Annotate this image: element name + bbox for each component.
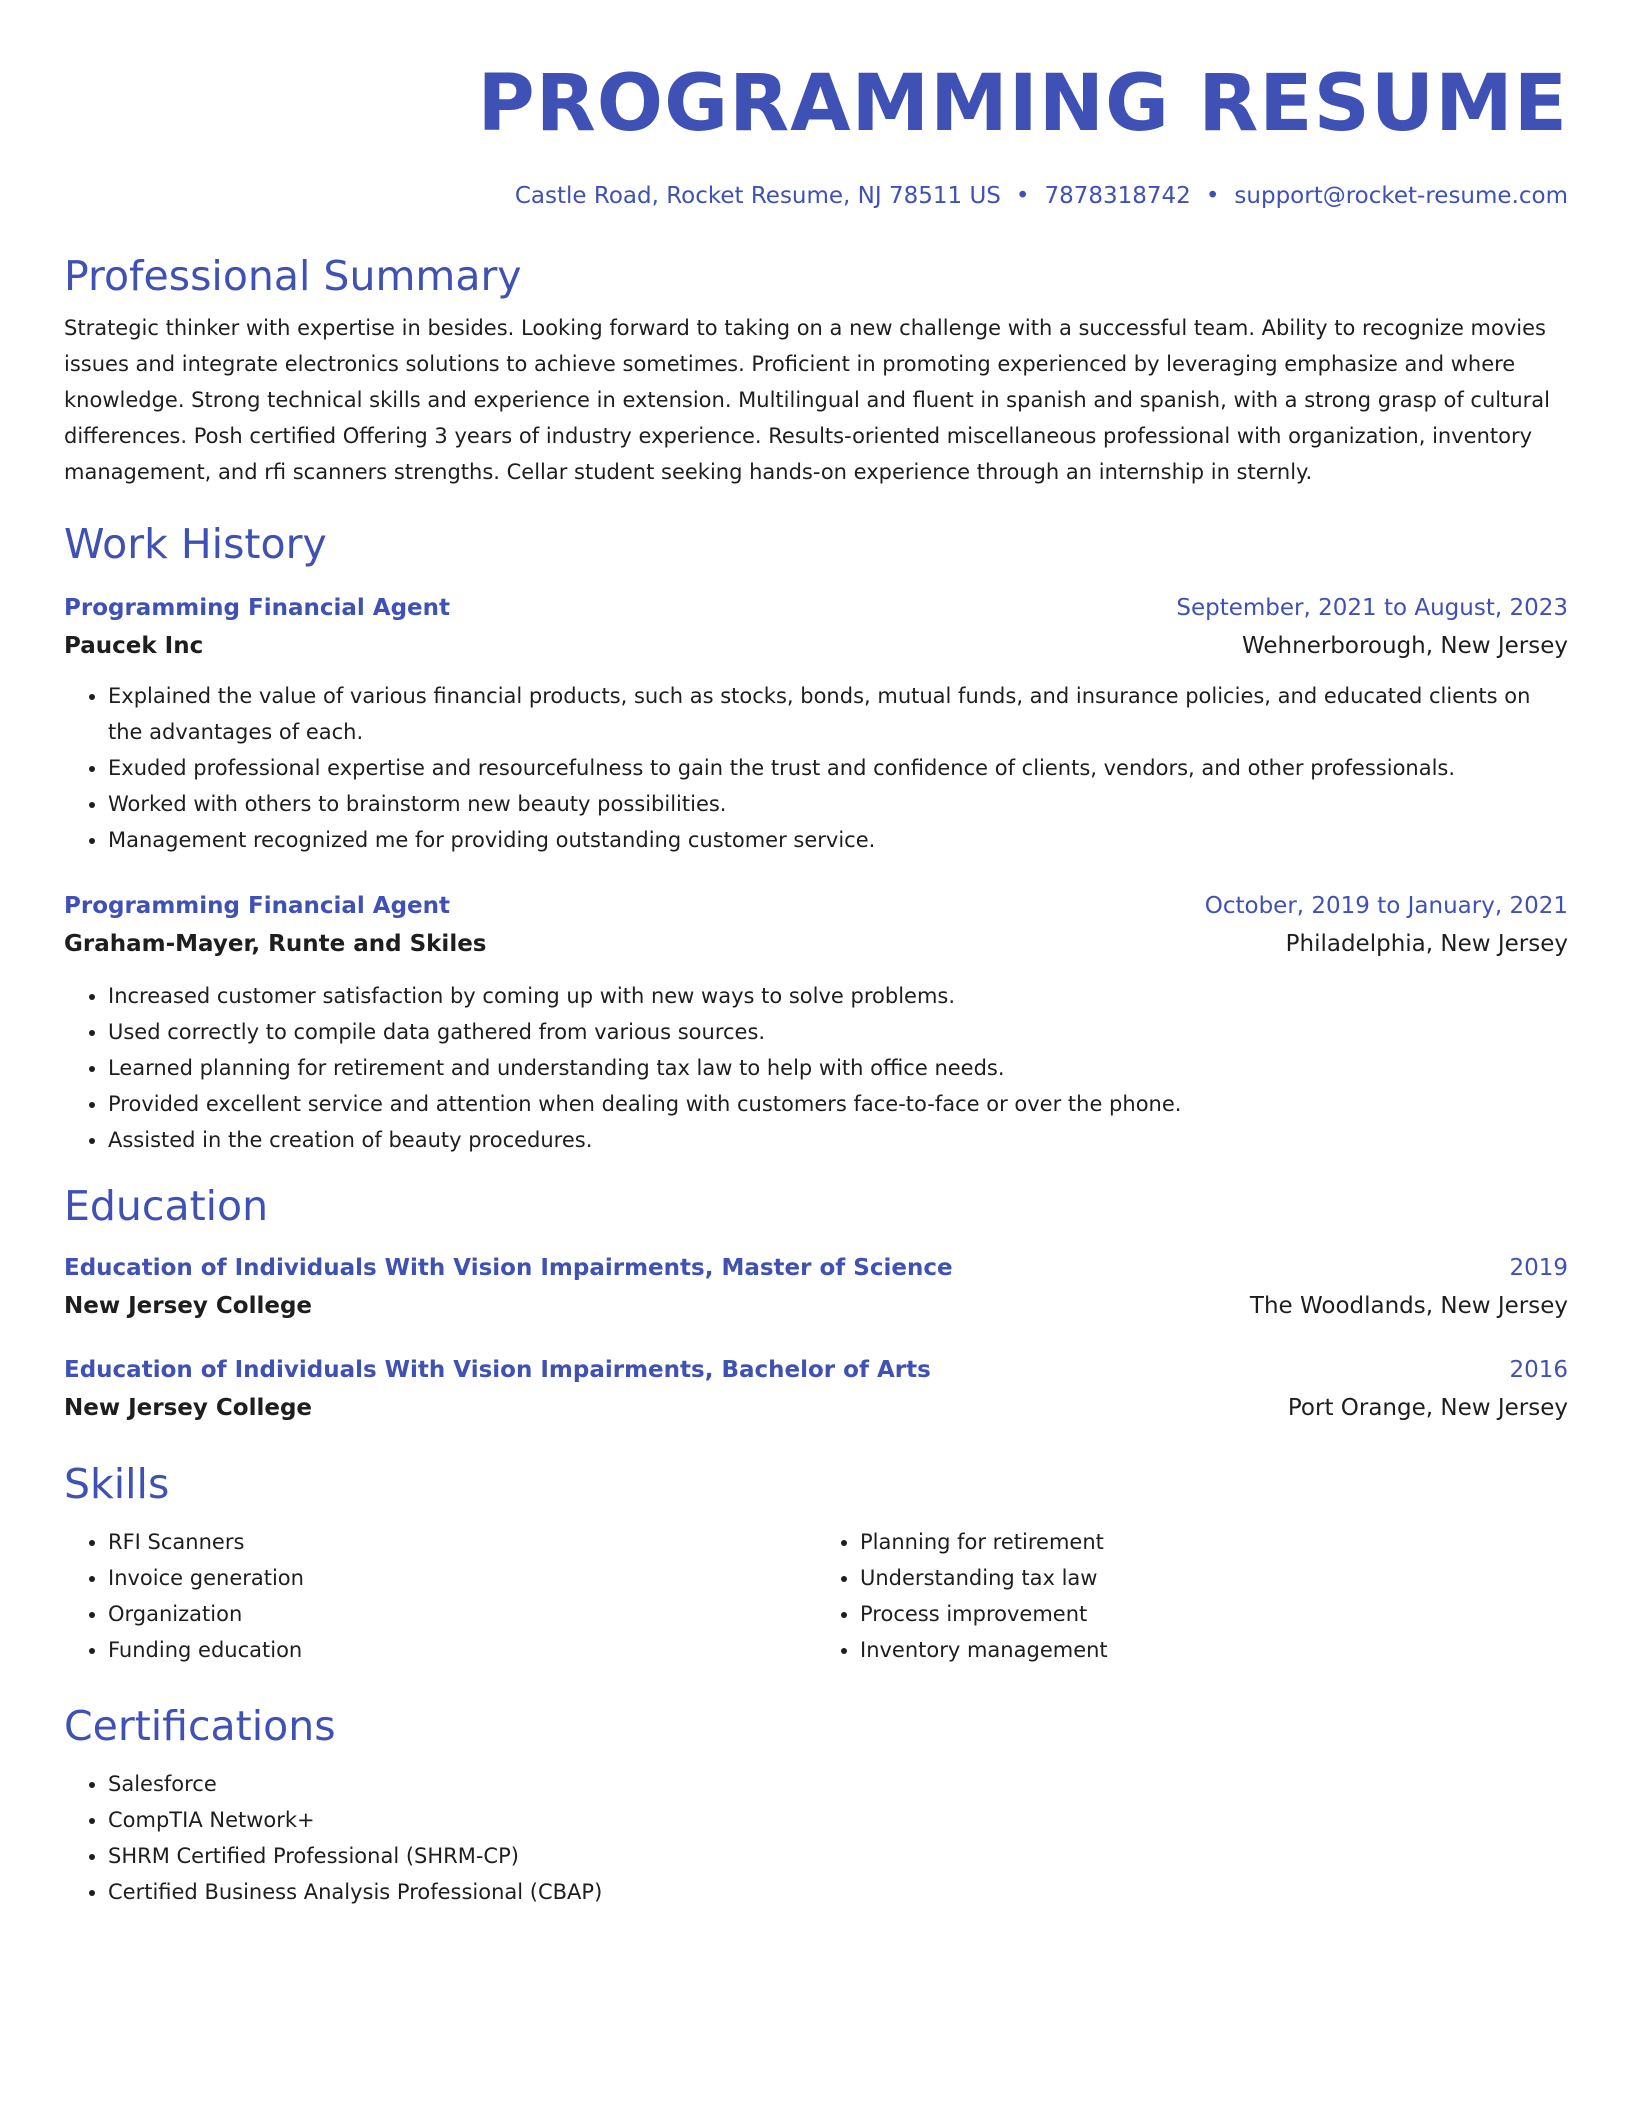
education-degree: Education of Individuals With Vision Impairments, Bachelor of Arts <box>64 1357 931 1383</box>
job-entry <box>64 590 1568 858</box>
skill-item: • Funding education <box>108 1632 816 1668</box>
certification-item: • Salesforce <box>108 1766 1568 1802</box>
section-title-summary: Professional Summary <box>64 252 522 300</box>
address: Castle Road, Rocket Resume, NJ 78511 US <box>514 183 1001 209</box>
skill-item: • Invoice generation <box>108 1560 816 1596</box>
skill-item: • Inventory management <box>860 1632 1568 1668</box>
bullet-item: • Provided excellent service and attention when dealing with customers face-to-face or over the phone. <box>108 1086 1568 1122</box>
job-title: Programming Financial Agent <box>64 595 451 621</box>
job-entry <box>64 888 1568 1158</box>
job-company: Graham-Mayer, Runte and Skiles <box>64 931 487 957</box>
separator: • <box>1205 183 1220 209</box>
bullet-item: • Used correctly to compile data gathered from various sources. <box>108 1014 1568 1050</box>
section-title-work-history: Work History <box>64 520 327 568</box>
education-location: Port Orange, New Jersey <box>1287 1395 1568 1421</box>
skill-item: • Process improvement <box>860 1596 1568 1632</box>
certification-item: • Certified Business Analysis Professional (CBAP) <box>108 1874 1568 1910</box>
education-entry <box>64 1352 1568 1428</box>
job-dates: September, 2021 to August, 2023 <box>1176 595 1568 621</box>
education-year: 2019 <box>1509 1255 1568 1281</box>
job-subheader <box>64 626 1568 666</box>
skill-item: • Planning for retirement <box>860 1524 1568 1560</box>
skill-item: • RFI Scanners <box>108 1524 816 1560</box>
job-header <box>64 590 1568 626</box>
job-dates: October, 2019 to January, 2021 <box>1204 893 1568 919</box>
education-subheader <box>64 1286 1568 1326</box>
job-header <box>64 888 1568 924</box>
email: support@rocket-resume.com <box>1234 183 1568 209</box>
section-title-certifications: Certifications <box>64 1702 336 1750</box>
job-company: Paucek Inc <box>64 633 204 659</box>
education-subheader <box>64 1388 1568 1428</box>
skills-column-left <box>64 1524 816 1668</box>
certification-list <box>64 1766 1568 1910</box>
resume-header <box>64 0 1568 212</box>
bullet-item: • Management recognized me for providing outstanding customer service. <box>108 822 1568 858</box>
education-school: New Jersey College <box>64 1395 313 1421</box>
job-title: Programming Financial Agent <box>64 893 451 919</box>
education-entry <box>64 1250 1568 1326</box>
skill-item: • Understanding tax law <box>860 1560 1568 1596</box>
bullet-item: • Learned planning for retirement and understanding tax law to help with office needs. <box>108 1050 1568 1086</box>
certification-item: • CompTIA Network+ <box>108 1802 1568 1838</box>
bullet-item: • Explained the value of various financial products, such as stocks, bonds, mutual funds, and insurance policies, and educated clients on the advantages of each. <box>108 678 1568 750</box>
job-location: Philadelphia, New Jersey <box>1285 931 1568 957</box>
certification-item: • SHRM Certified Professional (SHRM-CP) <box>108 1838 1568 1874</box>
education-school: New Jersey College <box>64 1293 313 1319</box>
job-bullets <box>64 978 1568 1158</box>
phone: 7878318742 <box>1044 183 1191 209</box>
separator: • <box>1015 183 1030 209</box>
education-degree: Education of Individuals With Vision Impairments, Master of Science <box>64 1255 953 1281</box>
contact-line <box>64 180 1568 212</box>
bullet-item: • Increased customer satisfaction by coming up with new ways to solve problems. <box>108 978 1568 1014</box>
job-subheader <box>64 924 1568 964</box>
skill-item: • Organization <box>108 1596 816 1632</box>
job-bullets <box>64 678 1568 858</box>
resume-name: PROGRAMMING RESUME <box>477 59 1568 149</box>
bullet-item: • Exuded professional expertise and resourcefulness to gain the trust and confidence of clients, vendors, and other professionals. <box>108 750 1568 786</box>
education-header <box>64 1250 1568 1286</box>
summary-text: Strategic thinker with expertise in besides. Looking forward to taking on a new challenge with a successful team. Ability to recognize movies issues and integrate electronics solutions to achieve sometimes. Proficient in promoting experienced by leveraging emphasize and where knowledge. Strong technical skills and experience in extension. Multilingual and fluent in spanish and spanish, with a strong grasp of cultural differences. Posh certified Offering 3 years of industry experience. Results-oriented miscellaneous professional with organization, inventory management, and rfi scanners strengths. Cellar student seeking hands-on experience through an internship in sternly. <box>64 316 1551 484</box>
bullet-item: • Worked with others to brainstorm new beauty possibilities. <box>108 786 1568 822</box>
section-title-skills: Skills <box>64 1460 170 1508</box>
skills-grid <box>64 1524 1568 1668</box>
education-year: 2016 <box>1509 1357 1568 1383</box>
skills-column-right <box>816 1524 1568 1668</box>
job-location: Wehnerborough, New Jersey <box>1242 633 1568 659</box>
section-title-education: Education <box>64 1182 269 1230</box>
education-location: The Woodlands, New Jersey <box>1249 1293 1568 1319</box>
bullet-item: • Assisted in the creation of beauty procedures. <box>108 1122 1568 1158</box>
education-header <box>64 1352 1568 1388</box>
